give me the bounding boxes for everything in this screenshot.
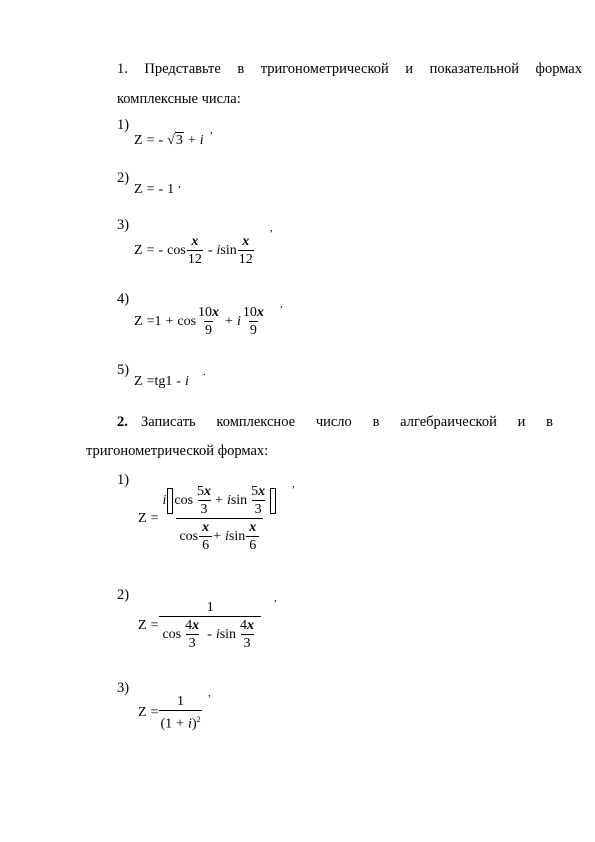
fraction-numerator: x	[249, 520, 257, 535]
fraction	[238, 234, 254, 267]
fraction	[248, 484, 268, 517]
imaginary-unit: i	[185, 374, 189, 389]
fraction-numerator: x	[202, 520, 210, 535]
variable-z: Z	[134, 313, 143, 329]
fraction	[242, 305, 265, 338]
fraction	[237, 618, 257, 651]
numerator-variable: x	[247, 618, 255, 633]
cos-function: cos	[177, 313, 197, 329]
minus-sign: -	[176, 374, 182, 389]
equals-sign: =	[150, 617, 159, 633]
task1-heading-line2: комплексные числа:	[117, 91, 241, 107]
main-denominator	[159, 710, 201, 732]
item-number: 3)	[117, 680, 130, 696]
imaginary-unit: i	[199, 132, 204, 148]
equals-sign: =	[146, 132, 155, 148]
punctuation-mark: ,	[280, 298, 283, 310]
minus-sign: -	[207, 627, 212, 642]
plus-sign: +	[225, 313, 233, 329]
imaginary-unit: i	[226, 493, 231, 508]
equals-sign: =	[146, 242, 155, 258]
formula-1-1	[134, 132, 204, 149]
punctuation-mark: ,	[274, 592, 277, 604]
fraction	[246, 520, 259, 553]
fraction	[182, 618, 202, 651]
fraction-denominator: 6	[246, 536, 259, 553]
minus-sign: -	[207, 242, 213, 258]
main-denominator	[159, 616, 261, 651]
fraction-numerator	[197, 305, 220, 321]
variable-z: Z	[134, 374, 143, 389]
main-fraction	[159, 484, 280, 553]
numerator-variable: x	[256, 305, 264, 320]
sqrt-symbol: √	[167, 133, 175, 148]
left-bracket	[167, 488, 173, 514]
punctuation-mark: ,	[210, 124, 213, 136]
fraction-numerator: x	[242, 234, 250, 249]
base-open: (1	[160, 716, 173, 732]
formula-1-2	[134, 182, 174, 198]
fraction	[194, 484, 214, 517]
formula-2-1	[138, 484, 281, 553]
formula-2-3	[138, 694, 203, 732]
right-bracket	[270, 488, 276, 514]
fraction-denominator: 12	[187, 252, 202, 267]
main-numerator	[159, 484, 280, 518]
number-one: 1	[167, 182, 175, 197]
equals-sign: =	[146, 374, 155, 389]
fraction-denominator: 12	[238, 252, 253, 267]
numerator-variable: x	[212, 305, 220, 320]
fraction	[199, 520, 212, 553]
variable-z: Z	[134, 242, 143, 258]
equals-sign: =	[146, 182, 155, 197]
sin-function: sin	[220, 242, 237, 258]
variable-z: Z	[138, 704, 147, 720]
base-close: )	[191, 716, 197, 732]
number-one: 1	[165, 374, 173, 389]
main-fraction	[159, 694, 201, 732]
item-number: 5)	[117, 362, 130, 378]
punctuation-mark: ,	[292, 478, 295, 490]
cos-function: cos	[167, 242, 186, 258]
item-number: 1)	[117, 117, 130, 133]
numerator-coefficient: 5	[251, 484, 259, 499]
minus-sign: -	[158, 132, 164, 148]
main-numerator: 1	[177, 694, 185, 709]
fraction-denominator: 9	[205, 323, 213, 338]
fraction-denominator: 6	[199, 536, 212, 553]
plus-sign: +	[187, 132, 196, 148]
punctuation-mark: ,	[178, 178, 181, 190]
equals-sign: =	[150, 510, 159, 526]
fraction-denominator: 3	[186, 634, 199, 651]
minus-sign: -	[158, 242, 164, 258]
plus-sign: +	[176, 716, 185, 732]
square-root	[167, 132, 184, 149]
equals-sign: =	[146, 313, 155, 329]
fraction-numerator	[242, 305, 265, 321]
number-one: 1	[154, 313, 162, 329]
plus-sign: +	[213, 529, 221, 544]
fraction-denominator: 3	[241, 634, 254, 651]
main-denominator	[176, 518, 263, 553]
fraction-numerator	[237, 618, 257, 634]
item-number: 1)	[117, 472, 130, 488]
numerator-coefficient: 5	[197, 484, 205, 499]
formula-1-3	[134, 234, 255, 267]
variable-z: Z	[138, 617, 147, 633]
variable-z: Z	[134, 132, 143, 148]
fraction	[197, 305, 220, 338]
exponent: 2	[196, 715, 201, 724]
variable-z: Z	[134, 182, 143, 197]
task2-number	[117, 413, 128, 431]
imaginary-unit: i	[215, 627, 220, 642]
numerator-coefficient: 10	[198, 305, 213, 320]
fraction-numerator	[182, 618, 202, 634]
formula-1-4	[134, 305, 266, 338]
imaginary-unit: i	[216, 242, 221, 258]
fraction-denominator: 3	[252, 500, 265, 517]
imaginary-unit: i	[236, 313, 241, 329]
imaginary-unit: i	[188, 716, 192, 732]
numerator-variable: x	[258, 484, 266, 499]
fraction-denominator: 9	[249, 323, 257, 338]
punctuation-mark: ,	[270, 222, 273, 234]
cos-function: cos	[162, 627, 182, 642]
formula-2-2	[138, 600, 262, 651]
equals-sign: =	[150, 704, 159, 720]
cos-function: cos	[179, 529, 199, 544]
variable-z: Z	[138, 510, 147, 526]
numerator-variable: x	[192, 618, 200, 633]
radicand: 3	[175, 133, 183, 148]
imaginary-unit: i	[162, 493, 167, 508]
plus-sign: +	[215, 493, 223, 508]
minus-sign: -	[158, 182, 164, 197]
task1-heading-line1: 1. Представьте в тригонометрической и показательной формах	[117, 61, 582, 77]
sin-function: sin	[219, 627, 237, 642]
imaginary-unit: i	[224, 529, 229, 544]
formula-1-5	[134, 374, 189, 390]
cos-function: cos	[174, 493, 194, 508]
numerator-coefficient: 10	[242, 305, 257, 320]
punctuation-mark: ,	[208, 687, 211, 699]
task2-heading-line1: Записать комплексное число в алгебраической и в	[141, 414, 553, 430]
task2-number-label: 2.	[117, 414, 128, 430]
main-numerator: 1	[206, 600, 214, 615]
sin-function: sin	[230, 493, 248, 508]
item-number: 3)	[117, 217, 130, 233]
punctuation-mark: .	[203, 366, 206, 378]
item-number: 4)	[117, 291, 130, 307]
fraction	[187, 234, 203, 267]
numerator-coefficient: 4	[185, 618, 193, 633]
fraction-numerator	[248, 484, 268, 500]
main-fraction	[159, 600, 261, 651]
plus-sign: +	[165, 313, 174, 329]
numerator-coefficient: 4	[240, 618, 248, 633]
item-number: 2)	[117, 587, 130, 603]
item-number: 2)	[117, 170, 130, 186]
task2-heading-line2: тригонометрической формах:	[86, 443, 269, 459]
fraction-numerator	[194, 484, 214, 500]
fraction-denominator: 3	[198, 500, 211, 517]
sin-function: sin	[228, 529, 246, 544]
tg-function: tg	[154, 374, 166, 389]
fraction-numerator: x	[191, 234, 199, 249]
numerator-variable: x	[204, 484, 212, 499]
